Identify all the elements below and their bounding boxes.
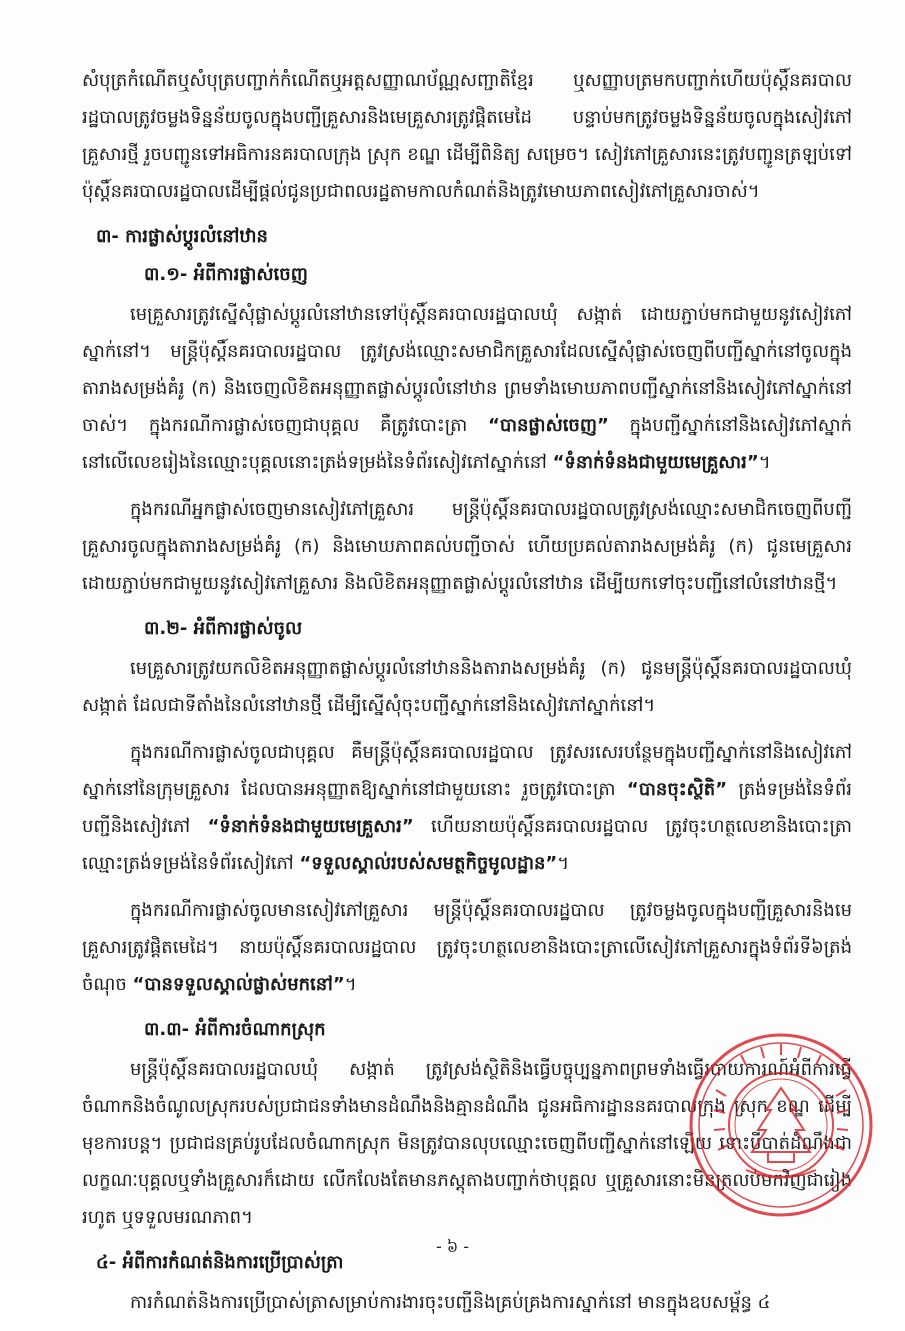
section-4-heading: ៤- អំពីការកំណត់និងការប្រើប្រាស់ត្រា xyxy=(96,1252,344,1273)
paragraph-3-3: មន្ត្រីប៉ុស្តិ៍នគរបាលរដ្ឋបាលឃុំ សង្កាត់ ត្រូវស្រង់ស្ថិតិនិងធ្វើបច្ចុប្បន្នភាពព្រមទាំងធ្វើរបាយការណ៍អំពីការធ្វើចំណាកនិងចំណូលស្រុករបស់ប្រជាជនទាំងមានដំណឹងនិងគ្មានដំណឹង ជូនអធិការដ្ឋាននគរបាលក្រុង ស្រុក ខណ្ឌ ដើម្បីមុខការបន្ត។ ប្រជាជនគ្រប់រូបដែលចំណាកស្រុក មិនត្រូវបានលុបឈ្មោះចេញពីបញ្ជីស្នាក់នៅឡើយ ទោះបីបាត់ដំណឹងជាលក្ខណៈបុគ្គលឬទាំងគ្រួសារក៏ដោយ លើកលែងតែមានភស្តុតាងបញ្ជាក់ថាបុគ្គល ឬគ្រួសារនោះមិនត្រលប់មកវិញជារៀងរហូត ឬទទួលមរណភាព។ xyxy=(82,1059,852,1228)
stamp-term-relation: “ទំនាក់ទំនងជាមួយមេគ្រួសារ” xyxy=(552,452,759,473)
intro-paragraph: សំបុត្រកំណើតឬសំបុត្របញ្ជាក់កំណើតឬអត្តសញ្ញាណប័ណ្ណសញ្ជាតិខ្មែរ ឬសញ្ញាបត្រមកបញ្ជាក់ហើយប៉ុស្តិ៍នគរបាលរដ្ឋបាលត្រូវចម្លងទិន្នន័យចូលក្នុងបញ្ជីគ្រួសារនិងមេគ្រួសារត្រូវផ្តិតមេដៃ បន្ទាប់មកត្រូវចម្លងទិន្នន័យចូលក្នុងសៀវភៅគ្រួសារថ្មី រួចបញ្ជូនទៅអធិការនគរបាលក្រុង ស្រុក ខណ្ឌ ដើម្បីពិនិត្យ សម្រេច។ សៀវភៅគ្រួសារនេះត្រូវបញ្ជូនត្រឡប់ទៅប៉ុស្តិ៍នគរបាលរដ្ឋបាលដើម្បីផ្តល់ជូនប្រជាពលរដ្ឋតាមកាលកំណត់និងត្រូវមោឃភាពសៀវភៅគ្រួសារចាស់។ xyxy=(82,70,852,202)
paragraph-3-1-b: ក្នុងករណីអ្នកផ្លាស់ចេញមានសៀវភៅគ្រួសារ មន្ត្រីប៉ុស្តិ៍នគរបាលរដ្ឋបាលត្រូវស្រង់ឈ្មោះសមាជិកចេញពីបញ្ជីគ្រួសារចូលក្នុងតារាងសម្រង់គំរូ (ក) និងមោឃភាពគល់បញ្ជីចាស់ ហើយប្រគល់តារាងសម្រង់គំរូ (ក) ជូនមេគ្រួសារដោយភ្ជាប់មកជាមួយនូវសៀវភៅគ្រួសារ និងលិខិតអនុញ្ញាតផ្លាស់ប្តូរលំនៅឋាន ដើម្បីយកទៅចុះបញ្ជីនៅលំនៅឋានថ្មី។ xyxy=(82,499,852,594)
page-number: - ៦ - xyxy=(435,1237,470,1256)
paragraph-3-1-a: មេគ្រួសារត្រូវស្នើសុំផ្លាស់ប្តូរលំនៅឋានទៅប៉ុស្តិ៍នគរបាលរដ្ឋបាលឃុំ សង្កាត់ ដោយភ្ជាប់មកជាមួយនូវសៀវភៅស្នាក់នៅ។ មន្ត្រីប៉ុស្តិ៍នគរបាលរដ្ឋបាល ត្រូវស្រង់ឈ្មោះសមាជិកគ្រួសារដែលស្នើសុំផ្លាស់ចេញពីបញ្ជីស្នាក់នៅចូលក្នុងតារាងសម្រង់គំរូ (ក) និងចេញលិខិតអនុញ្ញាតផ្លាស់ប្តូរលំនៅឋាន ព្រមទាំងមោឃភាពបញ្ជីស្នាក់នៅនិងសៀវភៅស្នាក់នៅចាស់។ ក្នុងករណីការផ្លាស់ចេញជាបុគ្គល គឺត្រូវបោះត្រា “បានផ្លាស់ចេញ” ក្នុងបញ្ជីស្នាក់នៅនិងសៀវភៅស្នាក់នៅលើលេខរៀងនៃឈ្មោះបុគ្គលនោះត្រង់ទម្រង់នៃទំព័រសៀវភៅស្នាក់នៅ “ទំនាក់ទំនងជាមួយមេគ្រួសារ”។ xyxy=(82,304,852,473)
stamp-term-local-authority: “ទទួលស្គាល់របស់សមត្ថកិច្ចមូលដ្ឋាន” xyxy=(299,853,558,874)
stamp-term-registered: “បានចុះស្ថិតិ” xyxy=(626,779,728,800)
section-3-heading: ៣- ការផ្លាស់ប្តូរលំនៅឋាន xyxy=(96,226,268,247)
subsection-3-1-heading: ៣.១- អំពីការផ្លាស់ចេញ xyxy=(144,264,308,285)
stamp-term-moved-in: “បានទទួលស្គាល់ផ្លាស់មកនៅ” xyxy=(132,974,345,995)
paragraph-3-2-a: មេគ្រួសារត្រូវយកលិខិតអនុញ្ញាតផ្លាស់ប្តូរលំនៅឋាននិងតារាងសម្រង់គំរូ (ក) ជូនមន្ត្រីប៉ុស្តិ៍នគរបាលរដ្ឋបាលឃុំ សង្កាត់ ដែលជាទីតាំងនៃលំនៅឋានថ្មី ដើម្បីស្នើសុំចុះបញ្ជីស្នាក់នៅនិងសៀវភៅស្នាក់នៅ។ xyxy=(82,658,852,716)
subsection-3-2-heading: ៣.២- អំពីការផ្លាស់ចូល xyxy=(144,618,303,639)
paragraph-4: ការកំណត់និងការប្រើប្រាស់ត្រាសម្រាប់ការងារចុះបញ្ជីនិងគ្រប់គ្រងការស្នាក់នៅ មានក្នុងឧបសម្ព័ន្ធ ៤ xyxy=(130,1292,771,1313)
subsection-3-3-heading: ៣.៣- អំពីការចំណាកស្រុក xyxy=(144,1019,326,1040)
paragraph-3-2-b: ក្នុងករណីការផ្លាស់ចូលជាបុគ្គល គឺមន្ត្រីប៉ុស្តិ៍នគរបាលរដ្ឋបាល ត្រូវសរសេរបន្ថែមក្នុងបញ្ជីស្នាក់នៅនិងសៀវភៅស្នាក់នៅនៃក្រុមគ្រួសារ ដែលបានអនុញ្ញាតឱ្យស្នាក់នៅជាមួយនោះ រួចត្រូវបោះត្រា “បានចុះស្ថិតិ” ត្រង់ទម្រង់នៃទំព័របញ្ជីនិងសៀវភៅ “ទំនាក់ទំនងជាមួយមេគ្រួសារ” ហើយនាយប៉ុស្តិ៍នគរបាលរដ្ឋបាល ត្រូវចុះហត្ថលេខានិងបោះត្រាឈ្មោះត្រង់ទម្រង់នៃទំព័រសៀវភៅ “ទទួលស្គាល់របស់សមត្ថកិច្ចមូលដ្ឋាន”។ xyxy=(82,742,852,874)
stamp-term-moved-out: “បានផ្លាស់ចេញ” xyxy=(488,415,609,436)
paragraph-3-2-c: ក្នុងករណីការផ្លាស់ចូលមានសៀវភៅគ្រួសារ មន្ត្រីប៉ុស្តិ៍នគរបាលរដ្ឋបាល ត្រូវចម្លងចូលក្នុងបញ្ជីគ្រួសារនិងមេគ្រួសារត្រូវផ្តិតមេដៃ។ នាយប៉ុស្តិ៍នគរបាលរដ្ឋបាល ត្រូវចុះហត្ថលេខានិងបោះត្រាលើសៀវភៅគ្រួសារក្នុងទំព័រទី៦ត្រង់ចំណុច “បានទទួលស្គាល់ផ្លាស់មកនៅ”។ xyxy=(82,900,852,995)
stamp-term-relation-2: “ទំនាក់ទំនងជាមួយមេគ្រួសារ” xyxy=(207,816,414,837)
official-seal-icon xyxy=(686,1030,876,1220)
